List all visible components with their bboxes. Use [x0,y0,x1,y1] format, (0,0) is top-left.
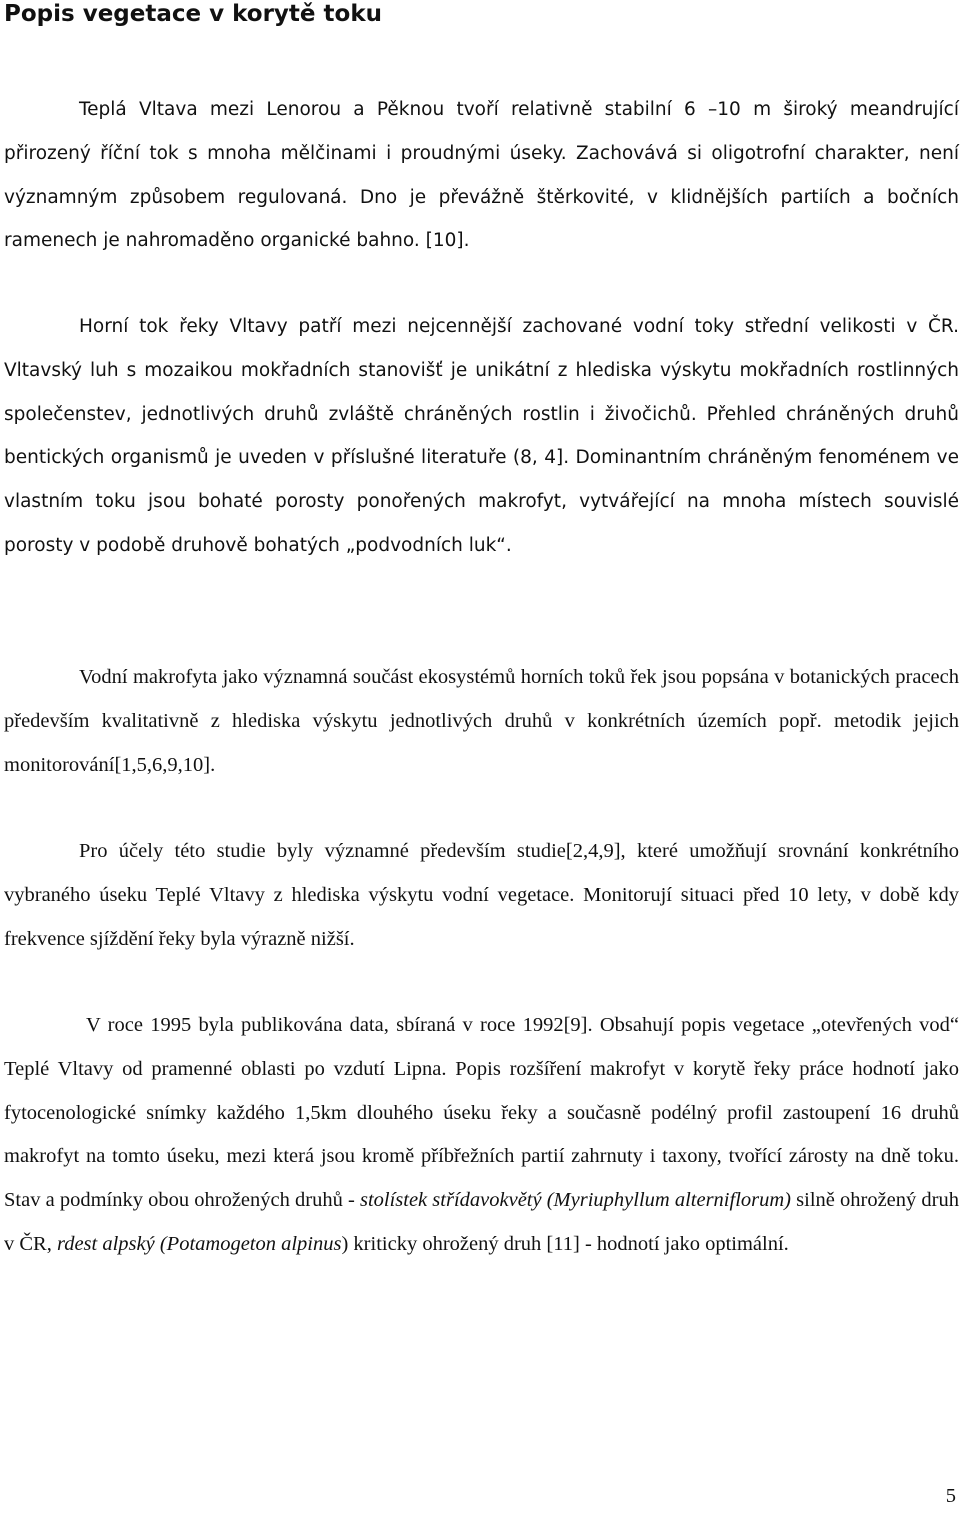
paragraph-upper-vltava: Horní tok řeky Vltavy patří mezi nejcennější zachované vodní toky střední velikosti v ČR. Vltavský luh s mozaikou mokřadních stanovišť je unikátní z hlediska výskytu mokřadních rostlinných společenstev, jednotlivých druhů zvláště chráněných rostlin i živočichů. Přehled chráněných druhů bentických organismů je uveden v příslušné literatuře (8, 4]. Dominantním chráněným fenoménem ve vlastním toku jsou bohaté porosty ponořených makrofyt, vytvářející na mnoha místech souvislé porosty v podobě druhově bohatých „podvodních luk“. [4,316,959,556]
paragraph-text: silně ohrožený druh v ČR, [4,1189,959,1255]
paragraph-1995-data [4,1004,959,1267]
page-number: 5 [945,1485,956,1507]
paragraph-study-purpose: Pro účely této studie byly významné především studie[2,4,9], které umožňují srovnání konkrétního vybraného úseku Teplé Vltavy z hlediska výskytu vodní vegetace. Monitorují situaci před 10 lety, v době kdy frekvence sjíždění řeky byla výrazně nižší. [4,840,959,950]
paragraph-intro: Teplá Vltava mezi Lenorou a Pěknou tvoří relativně stabilní 6 –10 m široký meandrující přirozený říční tok s mnoha mělčinami i proudnými úseky. Zachovává si oligotrofní charakter, není významným způsobem regulovaná. Dno je převážně štěrkovité, v klidnějších partiích a bočních ramenech je nahromaděno organické bahno. [10]. [4,99,959,252]
paragraph-text: V roce 1995 byla publikována data, sbíraná v roce 1992[9]. Obsahují popis vegetace „otevřených vod“ Teplé Vltavy od pramenné oblasti po vzdutí Lipna. Popis rozšíření makrofyt v korytě řeky práce hodnotí jako fytocenologické snímky každého 1,5km dlouhého úseku řeky a současně podélný profil zastoupení 16 druhů makrofyt na tomto úseku, mezi která jsou kromě příbřežních partií zahrnuty i taxony, tvořící zárosty na dně toku. Stav a podmínky obou ohrožených druhů - [4,1014,959,1212]
page-title: Popis vegetace v korytě toku [4,1,382,27]
species-name-potamogeton: rdest alpský (Potamogeton alpinus [56,1232,342,1255]
paragraph-text: ) kriticky ohrožený druh [11] - hodnotí jako optimální. [341,1232,789,1255]
species-name-myriophyllum: stolístek střídavokvětý (Myriuphyllum alterniflorum) [359,1189,791,1212]
paragraph-macrophytes: Vodní makrofyta jako významná součást ekosystémů horních toků řek jsou popsána v botanických pracech především kvalitativně z hlediska výskytu jednotlivých druhů v konkrétních územích popř. metodik jejich monitorování[1,5,6,9,10]. [4,666,959,776]
